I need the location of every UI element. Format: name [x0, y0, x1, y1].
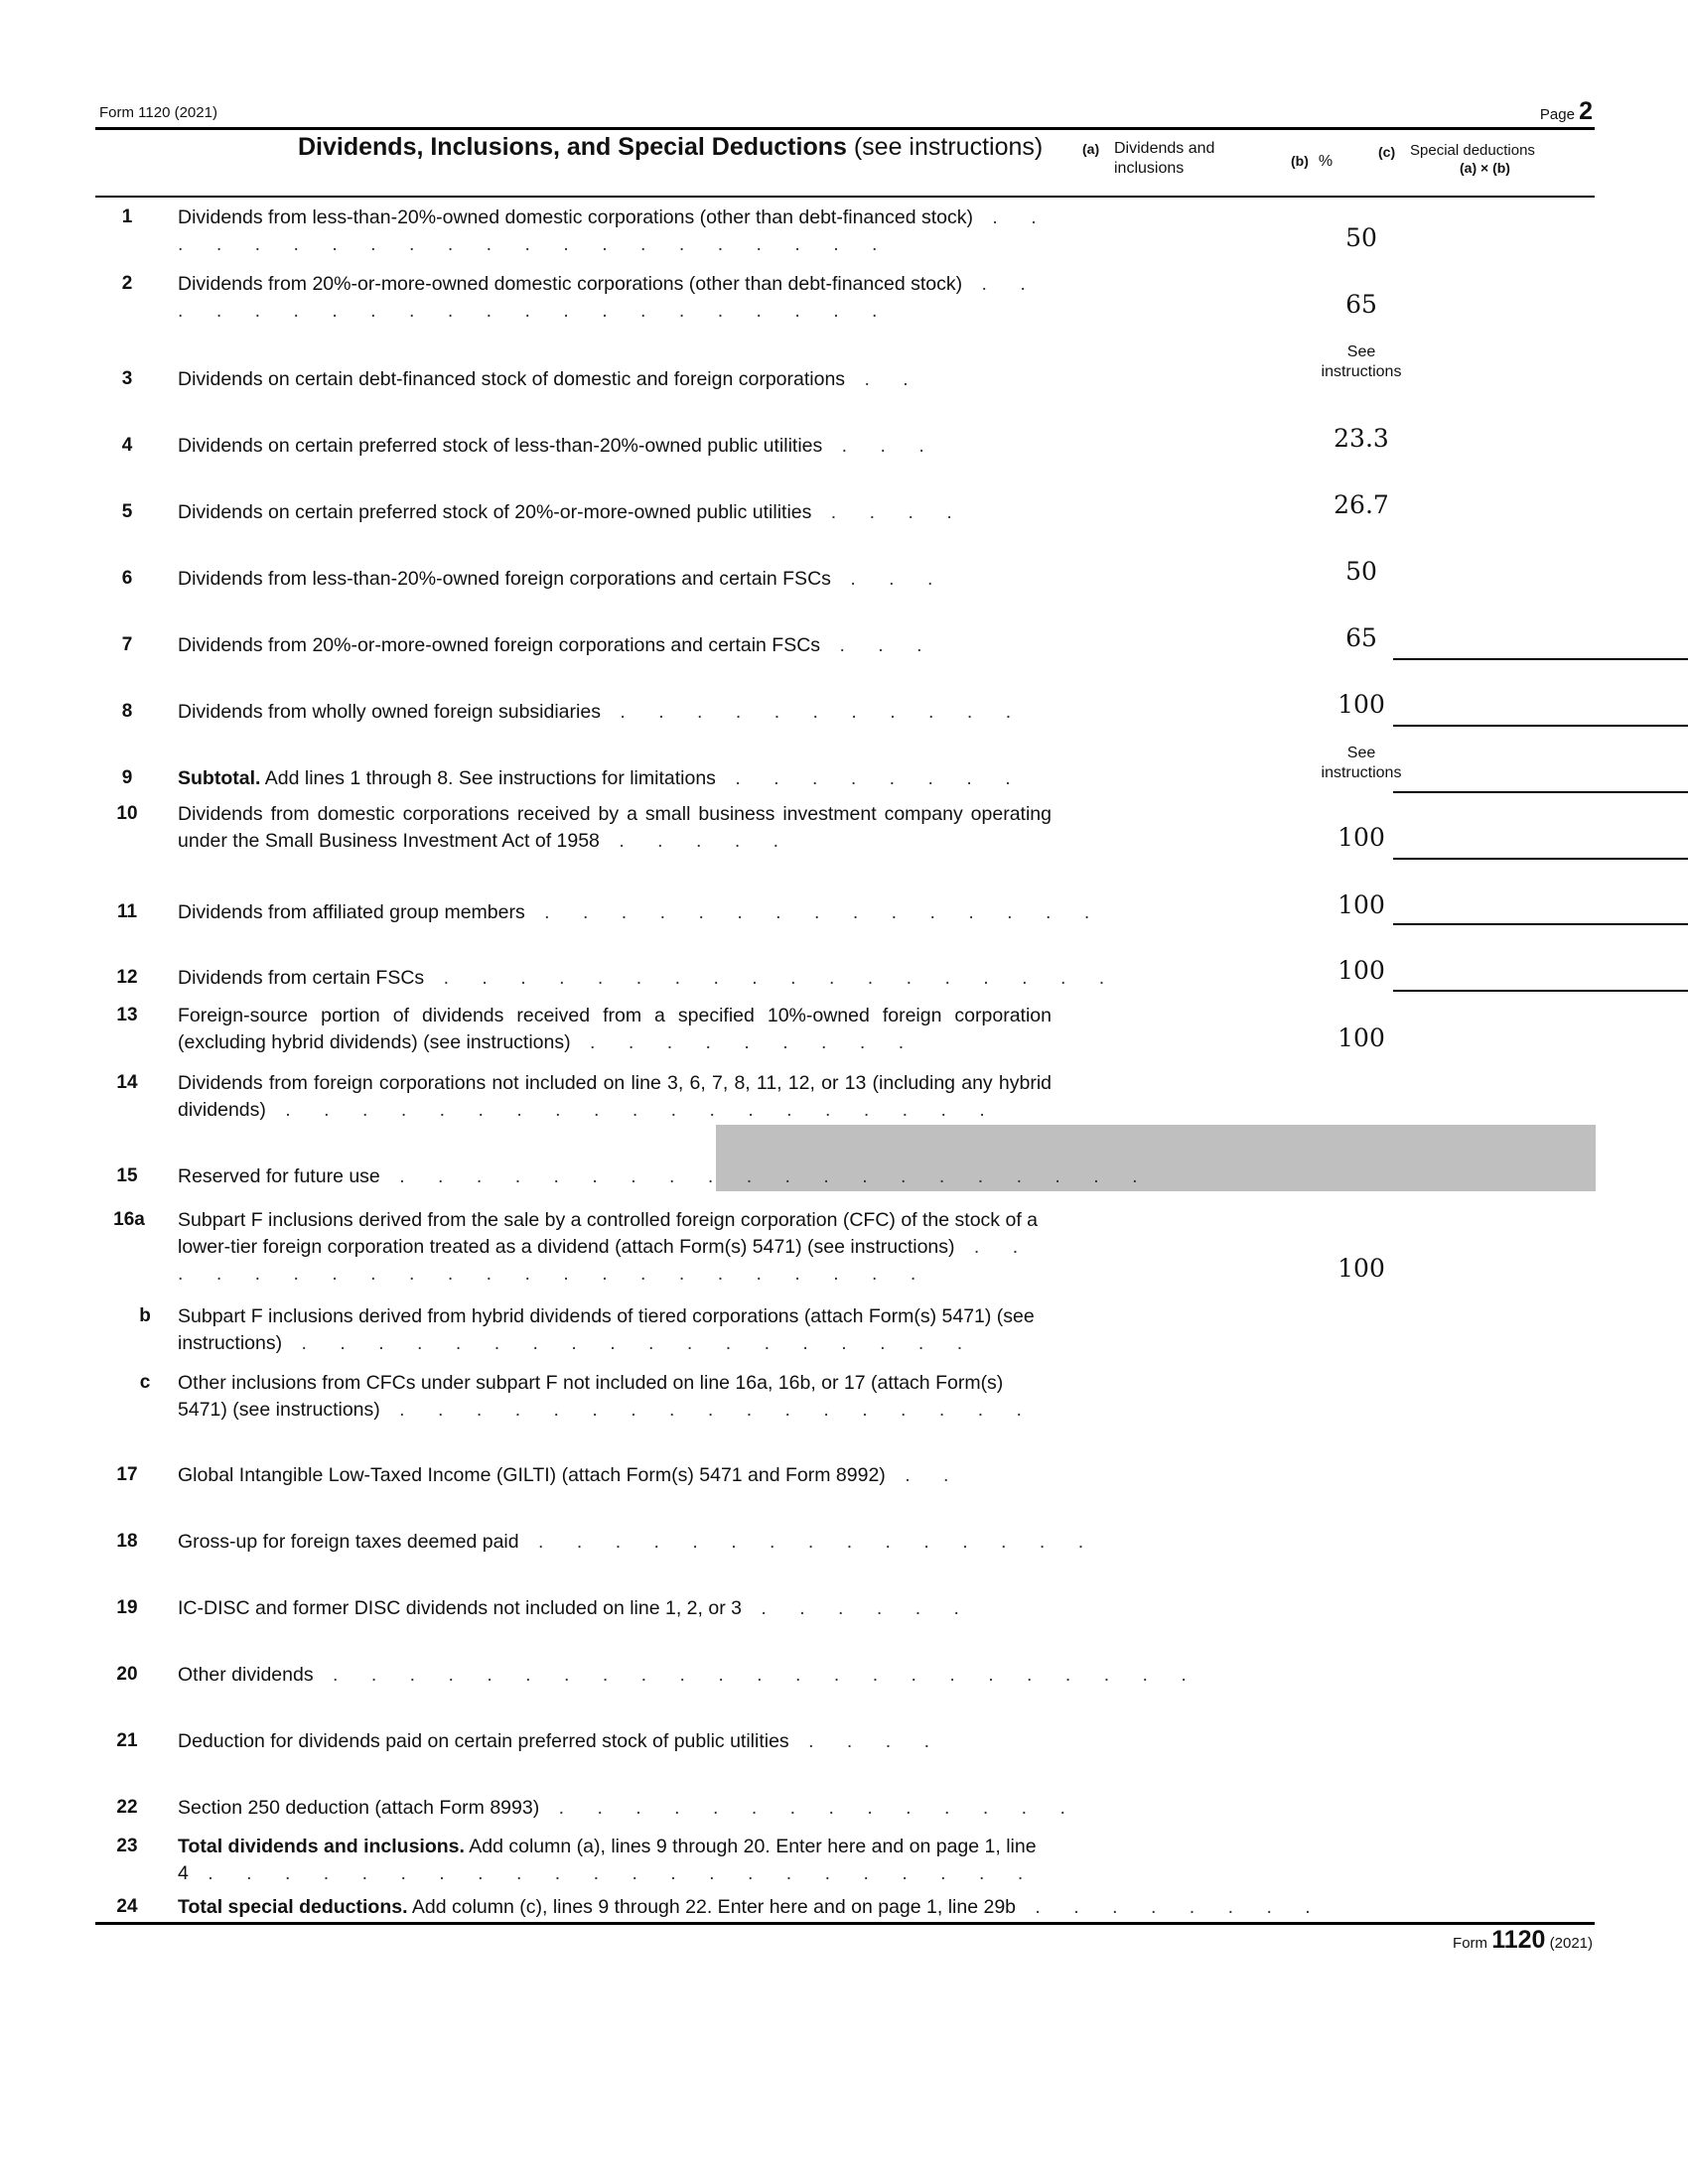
percent-value: 23.3 — [1334, 424, 1389, 453]
percent-value: 65 — [1345, 623, 1377, 652]
percent-value: See instructions — [1321, 745, 1402, 781]
percent-value: 100 — [1337, 1024, 1385, 1052]
line-number: 20 — [116, 1664, 138, 1685]
line-description: IC-DISC and former DISC dividends not included on line 1, 2, or 3 . . . . . . — [178, 1597, 973, 1619]
column-b-tag: (b) — [1291, 153, 1309, 169]
line-description: Foreign-source portion of dividends received from a specified 10%-owned foreign corporation (excluding hybrid dividends) (see instructions) . . . . . . . . . — [178, 1005, 1052, 1053]
percent-value: 100 — [1337, 890, 1385, 919]
line-description: Global Intangible Low-Taxed Income (GILTI) (attach Form(s) 5471 and Form 8992) . . — [178, 1464, 963, 1486]
footer-prefix: Form — [1453, 1935, 1488, 1952]
column-line — [1393, 858, 1688, 860]
line-description: Reserved for future use . . . . . . . . . . . . . . . . . . . . — [178, 1165, 1152, 1187]
line-number: 14 — [116, 1072, 138, 1093]
line-number: 19 — [116, 1597, 138, 1618]
percent-value: 100 — [1337, 823, 1385, 852]
line-number: 12 — [116, 967, 138, 988]
line-description: Subpart F inclusions derived from hybrid dividends of tiered corporations (attach Form(s) 5471) (see instructions) . . . . . . . . . . . . . . . . . . — [178, 1305, 1035, 1354]
column-c-label: Special deductions — [1410, 142, 1535, 159]
percent-value: 65 — [1345, 290, 1377, 319]
line-description: Dividends from foreign corporations not included on line 3, 6, 7, 8, 11, 12, or 13 (including any hybrid dividends) . . . . . . . . . . . . . . . . . . . — [178, 1072, 1052, 1121]
line-description: Other dividends . . . . . . . . . . . . . . . . . . . . . . . — [178, 1664, 1200, 1686]
percent-value: 100 — [1337, 956, 1385, 985]
percent-value: 50 — [1345, 223, 1377, 252]
header-rule — [95, 196, 1595, 198]
line-description: Subtotal. Add lines 1 through 8. See instructions for limitations . . . . . . . . — [178, 767, 1025, 789]
section-title-bold: Dividends, Inclusions, and Special Deductions — [298, 133, 847, 161]
line-description: Gross-up for foreign taxes deemed paid . . . . . . . . . . . . . . . — [178, 1531, 1098, 1553]
line-description: Dividends on certain debt-financed stock of domestic and foreign corporations . . — [178, 368, 922, 390]
line-number: 9 — [121, 767, 133, 788]
line-description: Dividends from 20%-or-more-owned domestic corporations (other than debt-financed stock) . . . . . . . . . . . . . . . . . . . . . — [178, 273, 1040, 322]
line-description: Subpart F inclusions derived from the sale by a controlled foreign corporation (CFC) of the stock of a lower-tier foreign corporation treated as a dividend (attach Form(s) 5471) (see instructions) . . . . . . . . . . . . . . . . . . . . . . — [178, 1209, 1038, 1285]
line-number: 3 — [121, 368, 133, 389]
top-rule — [95, 127, 1595, 130]
page-number: 2 — [1579, 97, 1593, 125]
percent-value: 100 — [1337, 690, 1385, 719]
line-number: 7 — [121, 634, 133, 655]
line-number: 18 — [116, 1531, 138, 1552]
line-number: 5 — [121, 501, 133, 522]
line-description: Dividends from wholly owned foreign subsidiaries . . . . . . . . . . . — [178, 701, 1026, 723]
line-description: Dividends on certain preferred stock of less-than-20%-owned public utilities . . . — [178, 435, 938, 457]
line-number: 15 — [116, 1165, 138, 1186]
footer-form-number: 1120 — [1491, 1926, 1546, 1954]
column-a-header — [1082, 139, 1261, 179]
line-description: Dividends from certain FSCs . . . . . . . . . . . . . . . . . . — [178, 967, 1119, 989]
line-description: Dividends from less-than-20%-owned foreign corporations and certain FSCs . . . — [178, 568, 947, 590]
line-description: Total dividends and inclusions. Add column (a), lines 9 through 20. Enter here and on page 1, line 4 . . . . . . . . . . . . . . . . . . . . . . — [178, 1836, 1038, 1884]
line-description: Dividends from domestic corporations received by a small business investment company operating under the Small Business Investment Act of 1958 . . . . . — [178, 803, 1052, 852]
column-c-formula: (a) × (b) — [1460, 160, 1510, 176]
line-number: 24 — [116, 1896, 138, 1917]
line-description: Section 250 deduction (attach Form 8993) . . . . . . . . . . . . . . — [178, 1797, 1079, 1819]
percent-value: 100 — [1337, 1254, 1385, 1283]
percent-value: See instructions — [1321, 343, 1402, 380]
line-number: 11 — [116, 901, 138, 922]
column-b-label: % — [1318, 153, 1334, 170]
column-line — [1393, 658, 1688, 660]
form-footer — [1453, 1926, 1593, 1955]
line-description: Total special deductions. Add column (c), lines 9 through 22. Enter here and on page 1, line 29b . . . . . . . . — [178, 1896, 1325, 1918]
form-header-label: Form 1120 (2021) — [99, 104, 217, 121]
line-number: b — [139, 1305, 151, 1326]
line-number: c — [139, 1372, 151, 1393]
column-c-tag: (c) — [1378, 144, 1396, 160]
page-prefix: Page — [1539, 106, 1575, 123]
section-title — [298, 132, 1053, 162]
line-number: 17 — [116, 1464, 138, 1485]
line-number: 4 — [121, 435, 133, 456]
line-number: 10 — [116, 803, 138, 824]
page-indicator — [1540, 97, 1593, 126]
percent-value: 50 — [1345, 557, 1377, 586]
column-a-tag: (a) — [1082, 141, 1100, 157]
line-number: 22 — [116, 1797, 138, 1818]
line-number: 8 — [121, 701, 133, 722]
line-description: Dividends from affiliated group members . . . . . . . . . . . . . . . — [178, 901, 1104, 923]
line-number: 16a — [113, 1209, 145, 1230]
column-line — [1393, 990, 1688, 992]
bottom-rule — [95, 1922, 1595, 1925]
column-c-header — [1378, 142, 1597, 176]
line-number: 13 — [116, 1005, 138, 1025]
line-description: Dividends on certain preferred stock of 20%-or-more-owned public utilities . . . . — [178, 501, 966, 523]
column-a-label: Dividends and inclusions — [1114, 140, 1215, 177]
line-description: Dividends from 20%-or-more-owned foreign corporations and certain FSCs . . . — [178, 634, 936, 656]
column-b-header — [1291, 151, 1333, 172]
line-number: 21 — [116, 1730, 138, 1751]
line-description: Deduction for dividends paid on certain preferred stock of public utilities . . . . — [178, 1730, 944, 1752]
line-description: Other inclusions from CFCs under subpart F not included on line 16a, 16b, or 17 (attach Form(s) 5471) (see instructions) . . . . . . . . . . . . . . . . . — [178, 1372, 1036, 1421]
line-description: Dividends from less-than-20%-owned domestic corporations (other than debt-financed stock) . . . . . . . . . . . . . . . . . . . . . — [178, 206, 1051, 255]
column-line — [1393, 791, 1688, 793]
percent-value: 26.7 — [1334, 490, 1389, 519]
line-number: 1 — [121, 206, 133, 227]
line-number: 23 — [116, 1836, 138, 1856]
line-number: 6 — [121, 568, 133, 589]
line-number: 2 — [121, 273, 133, 294]
section-title-plain: (see instructions) — [846, 133, 1044, 161]
column-line — [1393, 725, 1688, 727]
column-line — [1393, 923, 1688, 925]
footer-year: (2021) — [1549, 1935, 1593, 1952]
